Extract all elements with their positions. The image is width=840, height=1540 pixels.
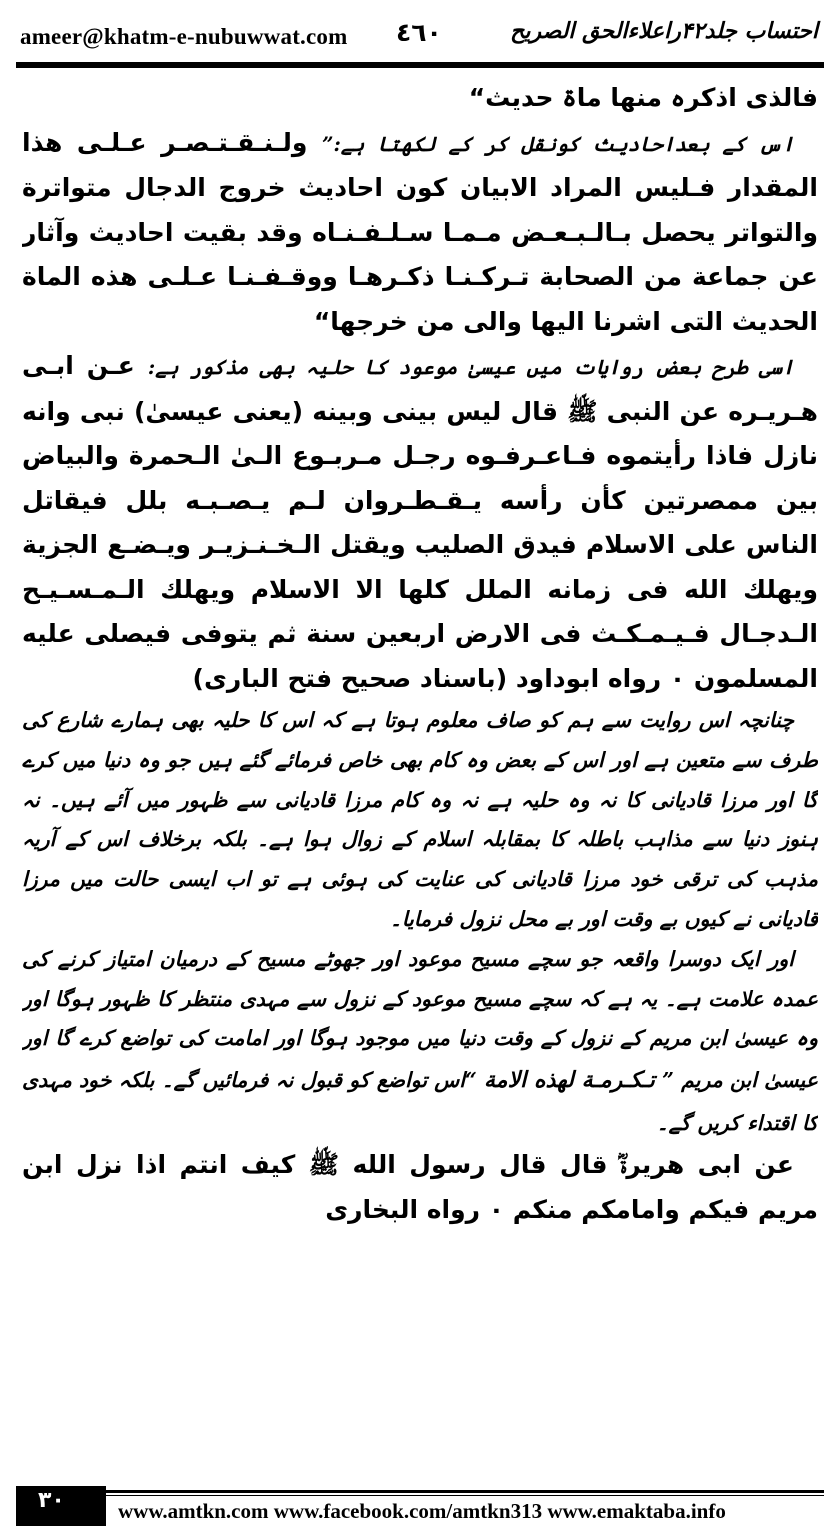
page-footer (16, 1486, 824, 1528)
paragraph-5-urdu-end: “اس تواضع کو قبول نہ فرمائیں گے۔ بلکہ خود مہدی کا اقتداء کریں گے۔ (22, 1068, 818, 1135)
paragraph-3 (22, 344, 818, 701)
paragraph-5-arabic: تـكـرمـة لهذه الامة (484, 1068, 655, 1094)
footer-rule-thin (106, 1495, 824, 1496)
paragraph-5-urdu: اور ایک دوسرا واقعہ جو سچے مسیح موعود اور جھوٹے مسیح کے درمیان امتیاز کرنے کی عمدہ علامت ہے۔ یہ ہے کہ سچے مسیح موعود کے نزول سے مہدی منتظر کا ظہور ہوگا اور وہ عیسیٰ ابن مریم کے نزول کے وقت دنیا میں موجود ہوگا اور امامت کی تواضع کرے گا اور عیسیٰ ابن مریم ” (22, 946, 818, 1093)
paragraph-6-arabic-2: كيف انتم اذا نزل ابن مريم فيكم وامامكم منكم ۰ رواه البخارى (22, 1150, 818, 1224)
footer-page-badge (16, 1486, 106, 1526)
footer-urls: www.amtkn.com www.facebook.com/amtkn313 www.emaktaba.info (118, 1499, 726, 1523)
paragraph-2 (22, 121, 818, 345)
header-page-number: ٤٦٠ (396, 18, 442, 47)
header-email: ameer@khatm-e-nubuwwat.com (20, 24, 348, 49)
footer-rule-thick (106, 1490, 824, 1493)
paragraph-5 (22, 940, 818, 1144)
paragraph-2-urdu: اس کے بعداحادیث کونقل کر کے لکھتا ہے:” (321, 131, 794, 156)
paragraph-4 (22, 701, 818, 940)
paragraph-6-arabic-1: عن ابى هريرةؓ قال قال رسول الله (352, 1150, 794, 1180)
paragraph-3-arabic-2: قال ليس بينى وبينه (يعنى عيسىٰ) نبى وانه نازل فاذا رأيتموه فـاعـرفـوه رجـل مـربـوع الـىٰ الـحمرة والبياض بين ممصرتين كأن رأسه يـقـطـروان لـم يـصـبـه بلل فيقاتل الناس على الاسلام فيدق الصليب ويقتل الـخـنـزيـر ويـضـع الجزية ويهلك الله فى زمانه الملل كلها الا الاسلام ويهلك الـمـسـيـح الـدجـال فـيـمـكـث فى الارض اربعين سنة ثم يتوفى فيصلى عليه المسلمون ۰ رواه ابوداود (باسناد صحيح فتح البارى) (22, 396, 818, 693)
paragraph-6 (22, 1143, 818, 1232)
paragraph-4-urdu: چنانچہ اس روایت سے ہم کو صاف معلوم ہوتا ہے کہ اس کا حلیہ بھی ہمارے شارع کی طرف سے متعین ہے اور اس کے بعض وہ کام بھی خاص فرمائے گئے ہیں جو وہ دنیا میں کرے گا اور مرزا قادیانی کا نہ وہ حلیہ ہے نہ وہ کام مرزا قادیانی سے ظہور میں آئے ہیں۔ نہ ہنوز دنیا سے مذاہب باطلہ کا بمقابلہ اسلام کے زوال ہوا ہے۔ بلکہ برخلاف اس کے آریہ مذہب کی ترقی خود مرزا قادیانی کی عنایت کی ہوئی ہے تو اب ایسی حالت میں مرزا قادیانی نے کیوں بے وقت اور بے محل نزول فرمایا۔ (22, 708, 818, 931)
salawat-glyph: ﷺ (567, 396, 598, 426)
paragraph-3-arabic-1: عـن ابـى هـريـره عن النبى (22, 351, 818, 426)
paragraph-1-arabic: فالذی اذکرہ منها ماۃ حدیث“ (468, 83, 818, 112)
page-header (16, 18, 824, 60)
footer-page-number: ۳۰ (38, 1488, 65, 1513)
paragraph-1 (22, 76, 818, 121)
paragraph-2-arabic: ولـنـقـتـصـر عـلـى هذا المقدار فـليس المراد الابيان كون احاديث خروج الدجال متواترة والتواتر يحصل بـالـبـعـض مـمـا سـلـفـنـاه وقد بقيت احاديث وآثار عن جماعة من الصحابة تـركـنـا ذكـرهـا ووقـفـنـا عـلـى هذه الماة الحديث التى اشرنا اليها والى من خرجها“ (22, 127, 818, 336)
header-book-title: احتساب جلد۴۲راعلاءالحق الصریح (510, 18, 818, 44)
paragraph-3-urdu: اسی طرح بعض روایات میں عیسیٰ موعود کا حلیہ بھی مذکور ہے: (147, 355, 794, 379)
salawat-glyph: ﷺ (308, 1150, 339, 1180)
header-rule (16, 62, 824, 68)
page-body (22, 76, 818, 1462)
